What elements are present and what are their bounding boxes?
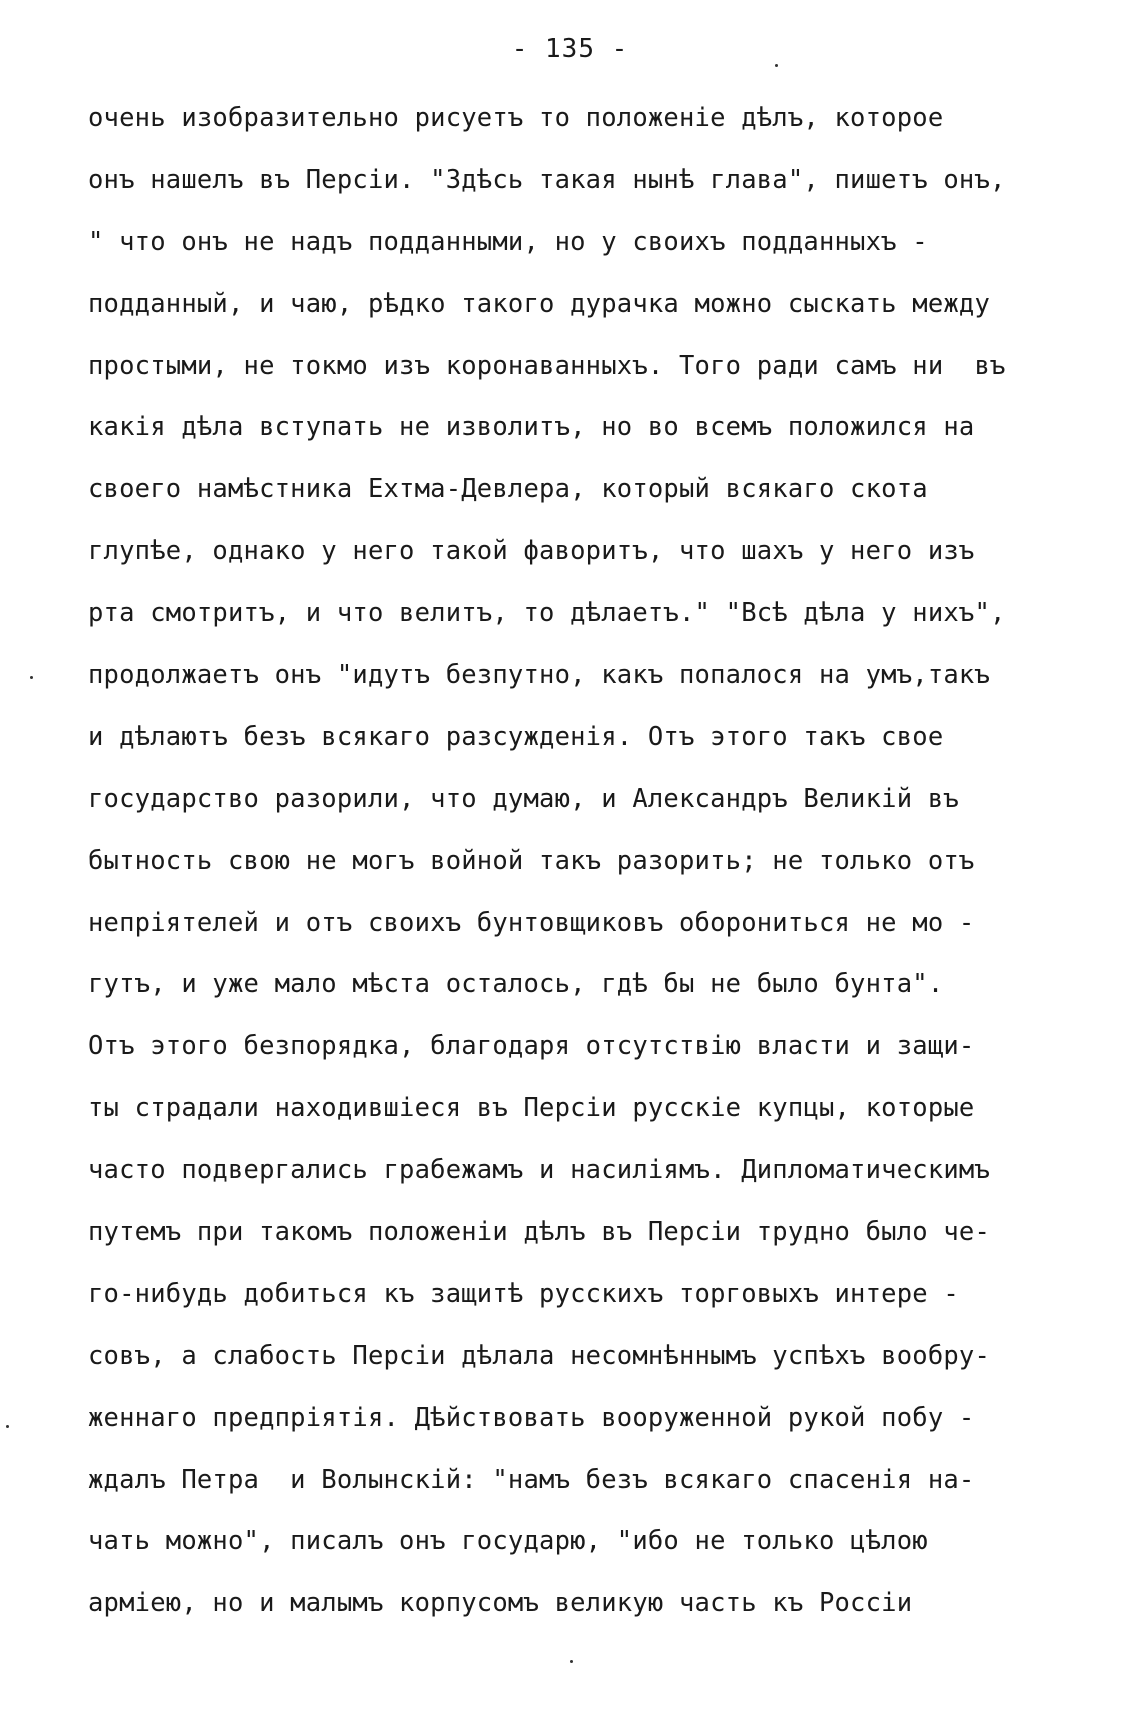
text-line: го-нибудь добиться къ защитѣ русскихъ торговыхъ интере - — [88, 1278, 959, 1309]
text-line: продолжаетъ онъ "идутъ безпутно, какъ попалося на умъ,такъ — [88, 660, 991, 691]
text-line: своего намѣстника Ехтма-Девлера, который всякаго скота — [88, 474, 928, 505]
text-line: Отъ этого безпорядка, благодаря отсутствію власти и защи- — [88, 1031, 975, 1062]
scan-speck — [30, 676, 33, 679]
text-line: часто подвергались грабежамъ и насиліямъ. Дипломатическимъ — [88, 1155, 991, 1186]
text-line: женнаго предпріятія. Дѣйствовать вооруженной рукой побу - — [88, 1402, 975, 1433]
text-line: ты страдали находившіеся въ Персіи русскіе купцы, которые — [88, 1093, 975, 1124]
text-line: совъ, а слабость Персіи дѣлала несомнѣннымъ успѣхъ вообру- — [88, 1340, 991, 1371]
text-line: государство разорили, что думаю, и Александръ Великій въ — [88, 783, 959, 814]
text-line: непріятелей и отъ своихъ бунтовщиковъ оборониться не мо - — [88, 907, 975, 938]
text-line: простыми, не токмо изъ коронаванныхъ. Того ради самъ ни въ — [88, 350, 1006, 381]
text-line: и дѣлаютъ безъ всякаго разсужденія. Отъ этого такъ свое — [88, 721, 944, 752]
text-line: " что онъ не надъ подданными, но у своихъ подданныхъ - — [88, 226, 928, 257]
scan-speck — [570, 1660, 573, 1663]
text-line: какія дѣла вступать не изволитъ, но во всемъ положился на — [88, 412, 975, 443]
text-line: онъ нашелъ въ Персіи. "Здѣсь такая нынѣ глава", пишетъ онъ, — [88, 164, 1006, 195]
text-line: ждалъ Петра и Волынскій: "намъ безъ всякаго спасенія на- — [88, 1464, 975, 1495]
text-line: бытность свою не могъ войной такъ разорить; не только отъ — [88, 845, 975, 876]
page-number: - 135 - — [511, 34, 629, 64]
text-line: гутъ, и уже мало мѣста осталось, гдѣ бы не было бунта". — [88, 969, 944, 1000]
text-line: подданный, и чаю, рѣдко такого дурачка можно сыскать между — [88, 288, 991, 319]
text-line: очень изобразительно рисуетъ то положеніе дѣлъ, которое — [88, 103, 944, 133]
text-line: путемъ при такомъ положеніи дѣлъ въ Персіи трудно было че- — [88, 1217, 991, 1248]
scan-speck — [775, 64, 778, 67]
text-line: чать можно", писалъ онъ государю, "ибо не только цѣлою — [88, 1526, 928, 1557]
body-text — [88, 88, 1128, 1635]
text-line: глупѣе, однако у него такой фаворитъ, что шахъ у него изъ — [88, 536, 975, 567]
scan-speck — [6, 1425, 9, 1428]
text-line: рта смотритъ, и что велитъ, то дѣлаетъ." "Всѣ дѣла у нихъ", — [88, 598, 1006, 629]
text-line: арміею, но и малымъ корпусомъ великую часть къ Россіи — [88, 1588, 913, 1619]
